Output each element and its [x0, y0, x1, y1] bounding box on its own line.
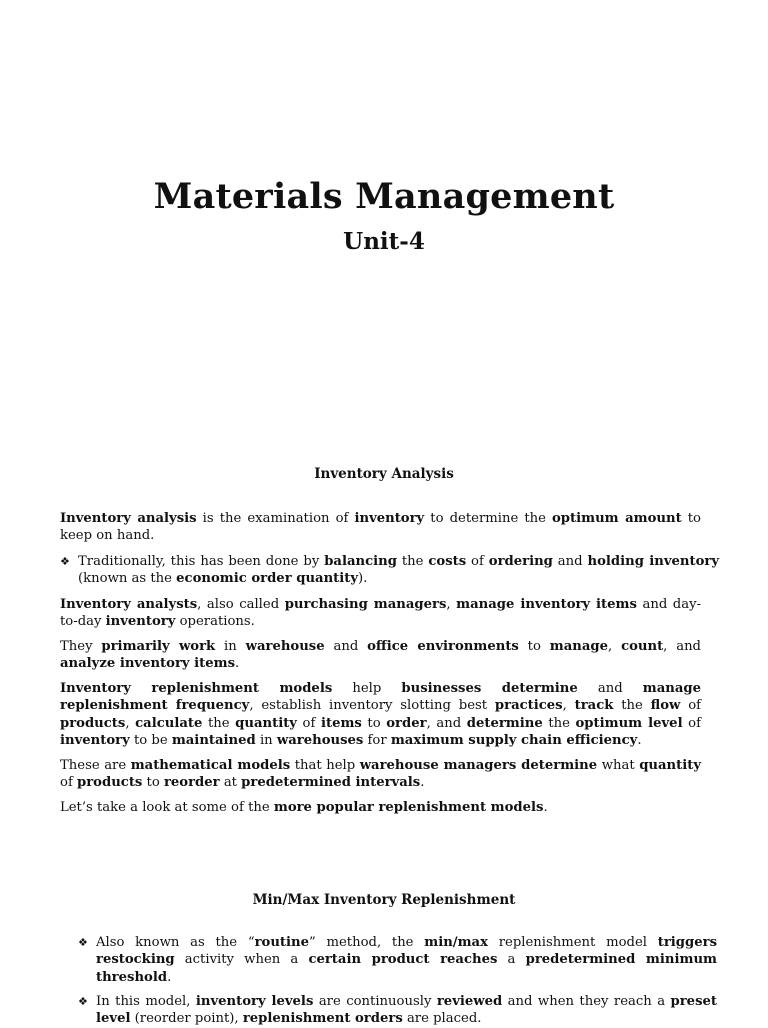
text-run: and — [577, 681, 643, 696]
emphasis-text: Inventory analysis — [60, 511, 197, 526]
text-run: the — [396, 554, 429, 569]
emphasis-text: primarily work — [101, 639, 216, 654]
emphasis-text: order — [386, 715, 427, 731]
text-run: . — [235, 656, 240, 672]
emphasis-text: items — [320, 715, 362, 731]
emphasis-text: track — [574, 698, 614, 714]
emphasis-text: inventory — [60, 732, 130, 748]
text-run: Also known as the “ — [96, 935, 255, 950]
paragraph-replenishment-models — [60, 680, 701, 749]
text-run: and when they reach a — [502, 994, 671, 1009]
text-run: are continuously — [313, 994, 437, 1009]
emphasis-text: costs — [428, 554, 467, 569]
text-run: , and — [663, 639, 702, 654]
text-run: , establish inventory slotting best — [249, 698, 495, 714]
text-run: to — [361, 715, 387, 731]
paragraph-definition — [60, 510, 701, 545]
emphasis-text: manage replenishment frequency — [60, 681, 701, 714]
bullet-icon: ❖ — [78, 936, 88, 949]
emphasis-text: triggers restocking — [96, 935, 718, 968]
text-run: of — [60, 775, 78, 791]
emphasis-text: Inventory replenishment models — [60, 681, 333, 696]
text-run: what — [597, 758, 640, 773]
emphasis-text: maintained — [171, 732, 256, 748]
text-run: the — [202, 715, 236, 731]
emphasis-text: warehouse — [245, 639, 325, 654]
emphasis-text: routine — [254, 935, 309, 950]
text-run: of — [682, 715, 702, 731]
text-run: of — [680, 698, 702, 714]
emphasis-text: ordering — [488, 554, 553, 569]
text-run: operations. — [175, 614, 255, 630]
text-run: These are — [60, 758, 131, 773]
emphasis-text: office environments — [367, 639, 519, 654]
text-run: the — [613, 698, 651, 714]
text-run: to keep on hand. — [60, 511, 701, 544]
emphasis-text: products — [77, 775, 143, 791]
text-run: They — [60, 639, 102, 654]
text-run: (known as the — [78, 571, 177, 587]
document-subtitle: Unit-4 — [343, 228, 425, 255]
paragraph-work-environment — [60, 638, 701, 673]
bullet-text — [96, 935, 717, 985]
emphasis-text: count — [621, 639, 664, 654]
text-run: to — [142, 775, 164, 791]
emphasis-text: warehouses — [276, 732, 364, 748]
text-run: at — [219, 775, 242, 791]
text-run: and — [324, 639, 368, 654]
bullet-icon: ❖ — [78, 995, 88, 1008]
emphasis-text: analyze inventory items — [60, 656, 236, 672]
paragraph-analysts — [60, 596, 701, 631]
emphasis-text: Inventory analysts — [60, 597, 198, 612]
emphasis-text: mathematical models — [130, 758, 291, 773]
text-run: ). — [358, 571, 368, 587]
emphasis-text: determine — [466, 715, 543, 731]
text-run: , — [125, 715, 136, 731]
bullet-icon: ❖ — [60, 555, 70, 568]
text-run: activity when a — [174, 952, 309, 968]
emphasis-text: economic order quantity — [176, 571, 359, 587]
emphasis-text: optimum amount — [552, 511, 682, 526]
bullet-text — [78, 554, 719, 586]
text-run: . — [637, 732, 642, 748]
emphasis-text: quantity — [639, 758, 701, 773]
text-run: , and — [426, 715, 467, 731]
text-run: , — [446, 597, 457, 612]
emphasis-text: products — [60, 715, 126, 731]
emphasis-text: certain product reaches — [308, 952, 498, 968]
emphasis-text: predetermined intervals — [241, 775, 421, 791]
text-run: and — [552, 554, 588, 569]
text-run: to be — [129, 732, 172, 748]
emphasis-text: quantity — [235, 715, 297, 731]
emphasis-text: inventory — [354, 511, 425, 526]
text-run: for — [363, 732, 391, 748]
bullet-text — [96, 994, 717, 1026]
emphasis-text: replenishment orders — [242, 1011, 403, 1027]
text-run: of — [466, 554, 489, 569]
text-run: (reorder point), — [130, 1011, 243, 1027]
emphasis-text: practices — [494, 698, 563, 714]
text-run: , also called — [197, 597, 285, 612]
emphasis-text: manage inventory items — [456, 597, 637, 612]
document-title: Materials Management — [153, 176, 615, 217]
text-run: . — [420, 775, 425, 791]
section-heading-min-max: Min/Max Inventory Replenishment — [252, 892, 516, 908]
text-run: and day-to-day — [60, 597, 702, 630]
emphasis-text: inventory levels — [195, 994, 314, 1009]
emphasis-text: manage — [549, 639, 609, 654]
text-run: that help — [290, 758, 360, 773]
text-run: to — [518, 639, 550, 654]
text-run: ” method, the — [309, 935, 425, 950]
text-run: Traditionally, this has been done by — [78, 554, 325, 569]
text-run: In this model, — [96, 994, 196, 1009]
emphasis-text: more popular replenishment models — [273, 800, 544, 815]
text-run: in — [215, 639, 246, 654]
emphasis-text: reviewed — [436, 994, 503, 1009]
text-run: in — [255, 732, 277, 748]
emphasis-text: businesses determine — [401, 681, 578, 696]
section-heading-inventory-analysis: Inventory Analysis — [314, 466, 454, 482]
bullet-routine-method — [78, 934, 717, 986]
text-run: . — [543, 800, 548, 815]
bullet-continuous-review — [78, 993, 717, 1028]
emphasis-text: preset level — [96, 994, 717, 1027]
emphasis-text: optimum level — [575, 715, 683, 731]
text-run: replenishment model — [487, 935, 658, 950]
text-run: , — [562, 698, 575, 714]
emphasis-text: warehouse managers determine — [359, 758, 598, 773]
text-run: a — [497, 952, 526, 968]
text-run: , — [608, 639, 622, 654]
text-run: of — [296, 715, 321, 731]
emphasis-text: predetermined minimum threshold — [96, 952, 717, 985]
emphasis-text: calculate — [135, 715, 203, 731]
emphasis-text: balancing — [324, 554, 397, 569]
text-run: is the examination of — [196, 511, 355, 526]
emphasis-text: min/max — [424, 935, 488, 950]
text-run: help — [332, 681, 402, 696]
text-run: . — [167, 969, 172, 985]
emphasis-text: purchasing managers — [284, 597, 447, 612]
emphasis-text: maximum supply chain efficiency — [390, 732, 638, 748]
bullet-traditional-method — [60, 553, 719, 588]
emphasis-text: reorder — [163, 775, 220, 791]
text-run: Let’s take a look at some of the — [60, 800, 274, 815]
paragraph-popular-models — [60, 799, 701, 816]
emphasis-text: inventory — [105, 614, 176, 630]
text-run: the — [542, 715, 576, 731]
emphasis-text: holding inventory — [587, 554, 719, 569]
emphasis-text: flow — [650, 698, 681, 714]
paragraph-mathematical-models — [60, 757, 701, 792]
text-run: are placed. — [402, 1011, 482, 1027]
text-run: to determine the — [424, 511, 553, 526]
